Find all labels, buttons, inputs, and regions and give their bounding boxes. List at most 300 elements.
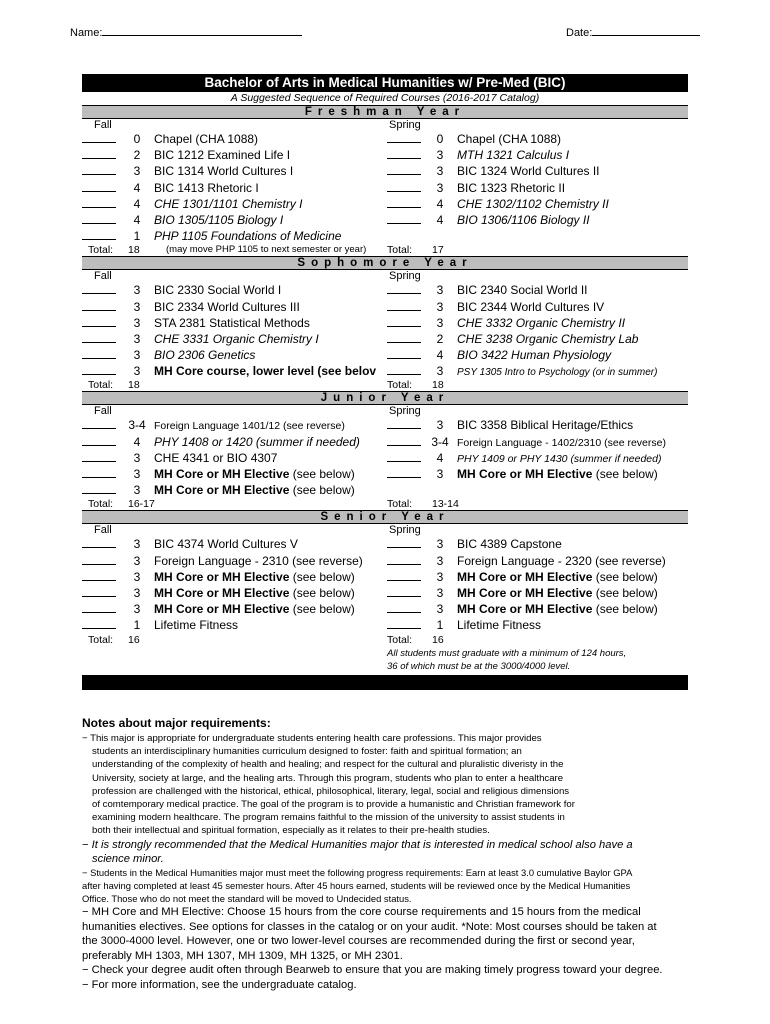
year-heading: Junior Year bbox=[82, 391, 688, 405]
fall-course bbox=[154, 585, 355, 601]
fall-course bbox=[154, 212, 283, 228]
fall-course bbox=[154, 347, 255, 363]
fall-total-value: 16-17 bbox=[128, 498, 155, 511]
fall-total-label: Total: bbox=[88, 244, 114, 257]
spring-credit-hours: 3 bbox=[436, 283, 444, 298]
year-section bbox=[82, 256, 688, 391]
blank-line bbox=[387, 585, 421, 597]
spring-checkbox-blank[interactable] bbox=[387, 585, 421, 601]
semester-totals bbox=[82, 498, 688, 510]
note-1-line: University, society at large, and the healing arts. Through this program, students who plan to enter a healthcare bbox=[92, 772, 564, 784]
blank-line bbox=[387, 417, 421, 429]
fall-total-label: Total: bbox=[88, 633, 114, 646]
spring-course-name: BIC 2344 World Cultures IV bbox=[457, 299, 605, 314]
spring-credit-hours: 3 bbox=[436, 299, 444, 314]
blank-line bbox=[387, 147, 421, 159]
blank-line bbox=[387, 282, 421, 294]
year-section bbox=[82, 391, 688, 510]
name-line bbox=[70, 25, 302, 39]
spring-course-name: CHE 3238 Organic Chemistry Lab bbox=[457, 331, 639, 346]
fall-course bbox=[154, 331, 319, 347]
spring-credit-hours: 3 bbox=[436, 602, 444, 617]
spring-course-suffix: (see below) bbox=[592, 467, 658, 481]
fall-checkbox-blank[interactable] bbox=[82, 466, 116, 482]
fall-course bbox=[154, 617, 238, 633]
spring-course bbox=[457, 163, 600, 179]
course-row bbox=[82, 163, 688, 179]
course-row bbox=[82, 569, 688, 585]
fall-course-suffix: (see below) bbox=[289, 569, 355, 584]
spring-checkbox-blank[interactable] bbox=[387, 299, 421, 315]
spring-checkbox-blank[interactable] bbox=[387, 282, 421, 298]
course-row bbox=[82, 536, 688, 552]
fall-credit-hours: 3 bbox=[133, 283, 141, 298]
fall-credit-hours: 3 bbox=[133, 483, 141, 498]
fall-checkbox-blank[interactable] bbox=[82, 569, 116, 585]
blank-line bbox=[82, 466, 116, 478]
fall-course-name: BIC 1413 Rhetoric I bbox=[154, 180, 259, 195]
blank-line bbox=[82, 282, 116, 294]
fall-checkbox-blank[interactable] bbox=[82, 417, 116, 433]
blank-line bbox=[82, 347, 116, 359]
spring-total-value: 17 bbox=[432, 244, 444, 257]
spring-credit-hours: 2 bbox=[436, 331, 444, 346]
fall-credit-hours: 3 bbox=[133, 585, 141, 600]
year-heading: Senior Year bbox=[82, 510, 688, 524]
name-field[interactable] bbox=[102, 25, 302, 36]
spring-course-suffix: (see below) bbox=[592, 585, 658, 600]
spring-course bbox=[457, 299, 604, 315]
spring-course-name: BIC 3358 Biblical Heritage/Ethics bbox=[457, 418, 634, 433]
course-row bbox=[82, 417, 688, 433]
fall-course bbox=[154, 131, 258, 147]
fall-course bbox=[154, 163, 293, 179]
fall-checkbox-blank[interactable] bbox=[82, 331, 116, 347]
spring-credit-hours: 4 bbox=[436, 196, 444, 211]
spring-total-label: Total: bbox=[387, 244, 413, 257]
course-row bbox=[82, 617, 688, 633]
blank-line bbox=[82, 536, 116, 548]
spring-course-name: MH Core or MH Elective bbox=[457, 569, 593, 584]
note-4-line: the 3000-4000 level. However, one or two lower-level courses are recommended during the first or second year, bbox=[82, 935, 635, 948]
spring-course bbox=[457, 450, 661, 467]
fall-course-name: PHY 1408 or 1420 (summer if needed) bbox=[154, 434, 360, 449]
blank-line bbox=[82, 196, 116, 208]
year-sections bbox=[82, 105, 688, 646]
name-label: Name: bbox=[70, 27, 103, 39]
fall-checkbox-blank[interactable] bbox=[82, 228, 116, 244]
spring-total-value: 13-14 bbox=[432, 498, 459, 511]
fall-credit-hours: 3 bbox=[133, 364, 141, 379]
spring-checkbox-blank[interactable] bbox=[387, 434, 421, 450]
year-heading: Sophomore Year bbox=[82, 256, 688, 270]
note-1-line: of comtemporary medical practice. The goal of the program is to provide a humanistic and Christian framework for bbox=[92, 799, 575, 811]
fall-course bbox=[154, 363, 376, 379]
spring-course-name: BIC 1323 Rhetoric II bbox=[457, 180, 566, 195]
fall-course-name: MH Core course, lower level (see belov bbox=[154, 364, 377, 379]
course-row bbox=[82, 196, 688, 212]
fall-course bbox=[154, 147, 290, 163]
fall-checkbox-blank[interactable] bbox=[82, 212, 116, 228]
blank-line bbox=[387, 180, 421, 192]
spring-course-name: CHE 1302/1102 Chemistry II bbox=[457, 196, 609, 211]
fall-course-name: BIC 2334 World Cultures III bbox=[154, 299, 300, 314]
fall-checkbox-blank[interactable] bbox=[82, 585, 116, 601]
fall-checkbox-blank[interactable] bbox=[82, 131, 116, 147]
notes-heading: Notes about major requirements: bbox=[82, 716, 271, 730]
spring-credit-hours: 3 bbox=[436, 180, 444, 195]
note-3-line: Office. Those who do not meet the standard will be moved to Undecided status. bbox=[82, 893, 412, 905]
blank-line bbox=[387, 131, 421, 143]
course-row bbox=[82, 363, 688, 379]
fall-credit-hours: 2 bbox=[133, 148, 141, 163]
course-row bbox=[82, 331, 688, 347]
blank-line bbox=[387, 347, 421, 359]
spring-course bbox=[457, 536, 562, 552]
spring-checkbox-blank[interactable] bbox=[387, 363, 421, 379]
fall-checkbox-blank[interactable] bbox=[82, 450, 116, 466]
fall-label: Fall bbox=[94, 270, 112, 283]
course-row bbox=[82, 282, 688, 298]
semester-totals bbox=[82, 379, 688, 391]
course-row bbox=[82, 299, 688, 315]
spring-credit-hours: 3 bbox=[436, 585, 444, 600]
page-title: Bachelor of Arts in Medical Humanities w/ Pre-Med (BIC) bbox=[82, 74, 688, 92]
blank-line bbox=[82, 553, 116, 565]
spring-credit-hours: 3 bbox=[436, 537, 444, 552]
fall-checkbox-blank[interactable] bbox=[82, 601, 116, 617]
note-1-line: both their intellectual and spiritual formation, especially as it relates to their pre-health studies. bbox=[92, 825, 490, 837]
blank-line bbox=[82, 617, 116, 629]
year-heading: Freshman Year bbox=[82, 105, 688, 119]
blank-line bbox=[387, 466, 421, 478]
spring-course-suffix: (see below) bbox=[592, 569, 658, 584]
spring-credit-hours: 3 bbox=[436, 364, 444, 379]
spring-total-value: 18 bbox=[432, 379, 444, 392]
spring-course-name: PSY 1305 Intro to Psychology (or in summer) bbox=[457, 367, 658, 379]
course-row bbox=[82, 553, 688, 569]
fall-course-name: BIO 1305/1105 Biology I bbox=[154, 212, 284, 227]
spring-course-name: Lifetime Fitness bbox=[457, 618, 542, 633]
spring-checkbox-blank[interactable] bbox=[387, 569, 421, 585]
spring-checkbox-blank[interactable] bbox=[387, 131, 421, 147]
spring-course-name: BIO 3422 Human Physiology bbox=[457, 348, 612, 363]
course-row bbox=[82, 450, 688, 466]
fall-label: Fall bbox=[94, 405, 112, 418]
blank-line bbox=[82, 482, 116, 494]
fall-course-name: Lifetime Fitness bbox=[154, 618, 239, 633]
year-section bbox=[82, 510, 688, 645]
date-line bbox=[566, 25, 700, 39]
spring-course bbox=[457, 601, 658, 617]
fall-course bbox=[154, 282, 281, 298]
spring-course-name: MTH 1321 Calculus I bbox=[457, 148, 570, 163]
note-6-line: − For more information, see the undergraduate catalog. bbox=[82, 978, 357, 991]
spring-course-name: MH Core or MH Elective bbox=[457, 467, 593, 481]
fall-course bbox=[154, 196, 303, 212]
fall-course bbox=[154, 482, 355, 498]
fall-course-suffix: (see below) bbox=[289, 483, 355, 498]
spring-total-value: 16 bbox=[432, 633, 444, 646]
spring-course-name: BIC 2340 Social World II bbox=[457, 283, 588, 298]
note-4-line: humanities electives. See options for classes in the catalog or on your audit. *Note: Most courses should be taken at bbox=[82, 920, 657, 933]
spring-checkbox-blank[interactable] bbox=[387, 212, 421, 228]
fall-course-name: Chapel (CHA 1088) bbox=[154, 132, 259, 146]
blank-line bbox=[82, 299, 116, 311]
spring-total-label: Total: bbox=[387, 379, 413, 392]
fall-credit-hours: 3 bbox=[133, 569, 141, 584]
spring-course bbox=[457, 569, 658, 585]
spring-course-name: Foreign Language - 1402/2310 (see reverse) bbox=[457, 436, 666, 449]
spring-course bbox=[457, 282, 588, 298]
fall-credit-hours: 3 bbox=[133, 553, 141, 568]
spring-course bbox=[457, 617, 541, 633]
spring-credit-hours: 3-4 bbox=[431, 434, 449, 449]
fall-checkbox-blank[interactable] bbox=[82, 617, 116, 633]
fall-credit-hours: 3 bbox=[133, 602, 141, 617]
blank-line bbox=[82, 315, 116, 327]
blank-line bbox=[82, 147, 116, 159]
spring-course bbox=[457, 466, 658, 482]
fall-checkbox-blank[interactable] bbox=[82, 536, 116, 552]
spring-course-name: CHE 3332 Organic Chemistry II bbox=[457, 315, 626, 330]
blank-line bbox=[387, 212, 421, 224]
fall-label: Fall bbox=[94, 119, 112, 131]
spring-credit-hours: 4 bbox=[436, 450, 444, 465]
fall-course-name: MH Core or MH Elective bbox=[154, 585, 290, 600]
spring-credit-hours: 3 bbox=[436, 467, 444, 481]
fall-credit-hours: 4 bbox=[133, 212, 141, 227]
fall-course bbox=[154, 553, 363, 569]
spring-credit-hours: 0 bbox=[436, 132, 444, 146]
spring-label: Spring bbox=[389, 270, 421, 283]
spring-checkbox-blank[interactable] bbox=[387, 196, 421, 212]
spring-course bbox=[457, 315, 625, 331]
fall-total-label: Total: bbox=[88, 498, 114, 511]
spring-course bbox=[457, 196, 609, 212]
fall-course-name: BIC 1314 World Cultures I bbox=[154, 164, 294, 179]
fall-course-name: MH Core or MH Elective bbox=[154, 569, 290, 584]
blank-line bbox=[82, 417, 116, 429]
note-1-line: profession are challenged with the historical, ethical, philosophical, literary, legal, social and religious dimensions bbox=[92, 785, 570, 797]
blank-line bbox=[387, 536, 421, 548]
spring-checkbox-blank[interactable] bbox=[387, 601, 421, 617]
semester-totals bbox=[82, 634, 688, 646]
spring-checkbox-blank[interactable] bbox=[387, 450, 421, 466]
semester-labels bbox=[82, 524, 688, 536]
date-field[interactable] bbox=[592, 25, 700, 36]
course-row bbox=[82, 131, 688, 147]
blank-line bbox=[387, 331, 421, 343]
course-row bbox=[82, 228, 688, 244]
spring-course bbox=[457, 147, 569, 163]
spring-total-label: Total: bbox=[387, 633, 413, 646]
spring-label: Spring bbox=[389, 405, 421, 418]
note-4-line: − MH Core and MH Elective: Choose 15 hours from the core course requirements and 15 hours from the medical bbox=[82, 906, 641, 919]
course-row bbox=[82, 315, 688, 331]
blank-line bbox=[387, 617, 421, 629]
course-row bbox=[82, 147, 688, 163]
fall-course-name: Foreign Language 1401/12 (see reverse) bbox=[154, 420, 345, 433]
spring-course-name: BIC 4389 Capstone bbox=[457, 537, 562, 552]
blank-line bbox=[387, 363, 421, 375]
spring-checkbox-blank[interactable] bbox=[387, 417, 421, 433]
fall-course bbox=[154, 466, 355, 482]
fall-course-name: CHE 1301/1101 Chemistry I bbox=[154, 196, 303, 211]
note-1-line: − This major is appropriate for undergraduate students entering health care professions. This major provides bbox=[82, 733, 542, 744]
fall-credit-hours: 1 bbox=[133, 229, 141, 244]
fall-course-name: CHE 4341 or BIO 4307 bbox=[154, 450, 278, 465]
course-row bbox=[82, 466, 688, 482]
spring-course-name: BIO 1306/1106 Biology II bbox=[457, 212, 590, 227]
note-5-line: − Check your degree audit often through Bearweb to ensure that you are making timely progress toward your degree. bbox=[82, 964, 663, 977]
fall-course-suffix: (see below) bbox=[289, 467, 355, 481]
blank-line bbox=[387, 315, 421, 327]
spring-checkbox-blank[interactable] bbox=[387, 347, 421, 363]
spring-credit-hours: 1 bbox=[436, 618, 444, 633]
semester-totals bbox=[82, 244, 688, 256]
spring-checkbox-blank[interactable] bbox=[387, 147, 421, 163]
spring-course-name: MH Core or MH Elective bbox=[457, 602, 593, 617]
fall-checkbox-blank[interactable] bbox=[82, 282, 116, 298]
spring-course bbox=[457, 180, 565, 196]
spring-course-name: Foreign Language - 2320 (see reverse) bbox=[457, 553, 666, 568]
semester-labels bbox=[82, 119, 688, 131]
blank-line bbox=[387, 299, 421, 311]
fall-checkbox-blank[interactable] bbox=[82, 180, 116, 196]
spring-credit-hours: 4 bbox=[436, 212, 444, 227]
spring-label: Spring bbox=[389, 119, 421, 131]
course-row bbox=[82, 601, 688, 617]
spring-checkbox-blank[interactable] bbox=[387, 315, 421, 331]
note-1-line: examining modern healthcare. The program remains faithful to the mission of the university to assist students in bbox=[92, 812, 565, 824]
course-sequence-sheet bbox=[82, 74, 688, 690]
spring-checkbox-blank[interactable] bbox=[387, 617, 421, 633]
spring-checkbox-blank[interactable] bbox=[387, 331, 421, 347]
fall-checkbox-blank[interactable] bbox=[82, 363, 116, 379]
fall-course-name: BIC 1212 Examined Life I bbox=[154, 148, 291, 163]
fall-checkbox-blank[interactable] bbox=[82, 482, 116, 498]
fall-checkbox-blank[interactable] bbox=[82, 553, 116, 569]
fall-course bbox=[154, 569, 355, 585]
spring-course bbox=[457, 347, 611, 363]
date-label: Date: bbox=[566, 27, 593, 39]
fall-course-name: MH Core or MH Elective bbox=[154, 602, 290, 617]
fall-checkbox-blank[interactable] bbox=[82, 347, 116, 363]
spring-credit-hours: 3 bbox=[436, 569, 444, 584]
spring-credit-hours: 4 bbox=[436, 348, 444, 363]
course-row bbox=[82, 482, 688, 498]
blank-line bbox=[387, 196, 421, 208]
fall-course-name: CHE 3331 Organic Chemistry I bbox=[154, 331, 319, 346]
spring-checkbox-blank[interactable] bbox=[387, 180, 421, 196]
blank-line bbox=[82, 585, 116, 597]
fall-label: Fall bbox=[94, 524, 112, 537]
fall-total-label: Total: bbox=[88, 379, 114, 392]
fall-credit-hours: 3 bbox=[133, 164, 141, 179]
spring-course-suffix: (see below) bbox=[592, 602, 658, 617]
fall-credit-hours: 3 bbox=[133, 537, 141, 552]
blank-line bbox=[82, 212, 116, 224]
course-row bbox=[82, 180, 688, 196]
fall-checkbox-blank[interactable] bbox=[82, 315, 116, 331]
graduation-note-line: 36 of which must be at the 3000/4000 level. bbox=[387, 660, 571, 672]
fall-course-name: STA 2381 Statistical Methods bbox=[154, 315, 310, 330]
blank-line bbox=[82, 450, 116, 462]
spring-credit-hours: 3 bbox=[436, 164, 444, 179]
blank-line bbox=[82, 601, 116, 613]
fall-credit-hours: 4 bbox=[133, 434, 141, 449]
note-1-line: students an interdisciplinary humanities curriculum designed to foster: faith and spiritual formation; an bbox=[92, 746, 522, 758]
blank-line bbox=[82, 228, 116, 240]
fall-course-name: MH Core or MH Elective bbox=[154, 467, 290, 481]
course-row bbox=[82, 347, 688, 363]
spring-checkbox-blank[interactable] bbox=[387, 466, 421, 482]
course-row bbox=[82, 212, 688, 228]
fall-checkbox-blank[interactable] bbox=[82, 196, 116, 212]
fall-total-note: (may move PHP 1105 to next semester or year) bbox=[166, 244, 367, 256]
graduation-note-line: All students must graduate with a minimum of 124 hours, bbox=[387, 647, 627, 659]
note-2-line: science minor. bbox=[92, 852, 164, 865]
fall-credit-hours: 3 bbox=[133, 348, 141, 363]
fall-total-value: 18 bbox=[128, 379, 140, 392]
note-3-line: − Students in the Medical Humanities major must meet the following progress requirements: Earn at least 3.0 cumulative Baylor GPA bbox=[82, 866, 633, 878]
spring-label: Spring bbox=[389, 524, 421, 537]
spring-checkbox-blank[interactable] bbox=[387, 536, 421, 552]
fall-checkbox-blank[interactable] bbox=[82, 163, 116, 179]
blank-line bbox=[82, 363, 116, 375]
spring-course-name: MH Core or MH Elective bbox=[457, 585, 593, 600]
fall-course-name: Foreign Language - 2310 (see reverse) bbox=[154, 553, 363, 568]
fall-course bbox=[154, 450, 277, 466]
bottom-divider-bar bbox=[82, 675, 688, 690]
spring-course-name: BIC 1324 World Cultures II bbox=[457, 164, 600, 179]
blank-line bbox=[387, 601, 421, 613]
year-section bbox=[82, 105, 688, 256]
fall-credit-hours: 1 bbox=[133, 618, 141, 633]
semester-labels bbox=[82, 405, 688, 417]
blank-line bbox=[387, 434, 421, 446]
spring-checkbox-blank[interactable] bbox=[387, 553, 421, 569]
spring-course-name: Chapel (CHA 1088) bbox=[457, 132, 562, 146]
fall-checkbox-blank[interactable] bbox=[82, 147, 116, 163]
note-1-line: understanding of the complexity of health and healing; and respect for the cultural and pluralistic diveristy in the bbox=[92, 759, 564, 771]
course-row bbox=[82, 585, 688, 601]
fall-course-name: BIC 2330 Social World I bbox=[154, 283, 282, 298]
blank-line bbox=[82, 434, 116, 446]
blank-line bbox=[387, 450, 421, 462]
note-3-line: after having completed at least 45 semester hours. After 45 hours earned, students will be reviewed once by the Medical Humanities bbox=[82, 879, 631, 891]
fall-course bbox=[154, 417, 345, 434]
fall-course bbox=[154, 536, 298, 552]
fall-credit-hours: 3 bbox=[133, 299, 141, 314]
spring-course bbox=[457, 417, 633, 433]
fall-checkbox-blank[interactable] bbox=[82, 299, 116, 315]
fall-credit-hours: 4 bbox=[133, 180, 141, 195]
spring-course bbox=[457, 434, 666, 451]
fall-course bbox=[154, 299, 300, 315]
fall-credit-hours: 3 bbox=[133, 331, 141, 346]
fall-credit-hours: 3 bbox=[133, 467, 141, 481]
note-2-line: − It is strongly recommended that the Medical Humanities major that is interested in medical school also have a bbox=[82, 838, 633, 851]
fall-credit-hours: 3-4 bbox=[128, 418, 146, 433]
fall-course bbox=[154, 315, 310, 331]
fall-course-name: BIC 4374 World Cultures V bbox=[154, 537, 298, 552]
spring-course bbox=[457, 553, 666, 569]
fall-checkbox-blank[interactable] bbox=[82, 434, 116, 450]
spring-checkbox-blank[interactable] bbox=[387, 163, 421, 179]
spring-course bbox=[457, 131, 561, 147]
